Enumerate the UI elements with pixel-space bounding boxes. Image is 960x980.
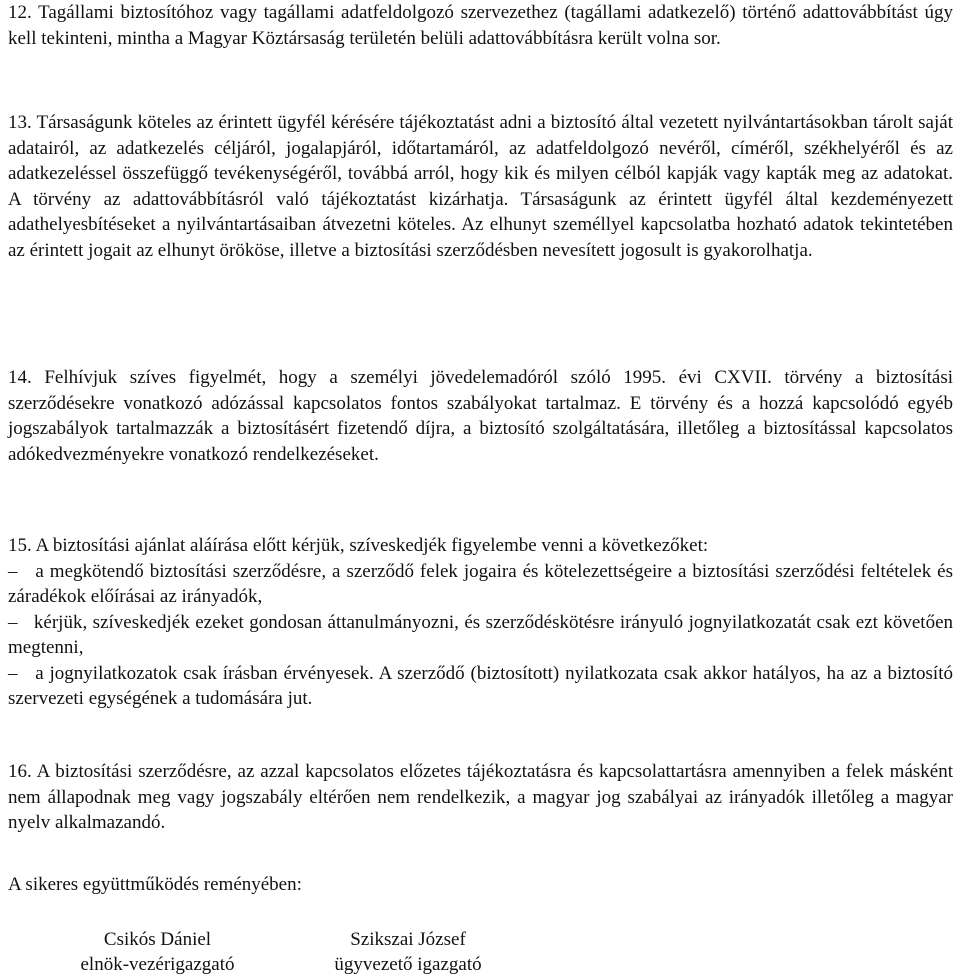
section-text: A biztosítási ajánlat aláírása előtt kérjük, szíveskedjék figyelembe venni a következőket: <box>35 535 709 556</box>
signatory-title: elnök-vezérigazgató <box>80 954 235 975</box>
list-item-text: kérjük, szíveskedjék ezeket gondosan áttanulmányozni, és szerződéskötésre irányuló jognyilatkozatát csak ezt követően megtenni, <box>8 611 953 658</box>
section-intro <box>8 533 953 559</box>
signatory-2 <box>298 927 518 977</box>
signatory-name: Csikós Dániel <box>103 929 212 950</box>
section-12 <box>8 0 953 51</box>
closing-line: A sikeres együttműködés reményében: <box>8 874 302 895</box>
section-16 <box>8 759 953 836</box>
section-number: 15. <box>8 535 32 556</box>
section-number: 14. <box>8 367 32 388</box>
signatory-1 <box>55 927 260 977</box>
section-14 <box>8 365 953 467</box>
signatory-title: ügyvezető igazgató <box>334 954 482 975</box>
section-text: Tagállami biztosítóhoz vagy tagállami adatfeldolgozó szervezethez (tagállami adatkezelő) történő adattovábbítást úgy kell tekinteni, mintha a Magyar Köztársaság területén belüli adattovábbításra került volna sor. <box>8 2 953 49</box>
list-item <box>8 610 953 661</box>
section-13 <box>8 110 953 263</box>
section-15 <box>8 533 953 712</box>
section-text: Társaságunk köteles az érintett ügyfél kérésére tájékoztatást adni a biztosító által vezetett nyilvántartásokban tárolt saját adatairól, az adatkezelés céljáról, jogalapjáról, időtartamáról, az adatfeldolgozó nevéről, címéről, székhelyéről és az adatkezeléssel összefüggő tevékenységéről, továbbá arról, hogy kik és milyen célból kapják vagy kapták meg az adatokat. A törvény az adattovábbításról való tájékoztatást kizárhatja. Társaságunk az érintett ügyfél által kezdeményezett adathelyesbítéseket a nyilvántartásaiban átvezetni köteles. Az elhunyt személlyel kapcsolatba hozható adatok tekintetében az érintett jogait az elhunyt örököse, illetve a biztosítási szerződésben nevesített jogosult is gyakorolhatja. <box>8 112 953 261</box>
list-item <box>8 559 953 610</box>
section-number: 13. <box>8 112 32 133</box>
section-text: Felhívjuk szíves figyelmét, hogy a személyi jövedelemadóról szóló 1995. évi CXVII. törvény a biztosítási szerződésekre vonatkozó adózással kapcsolatos fontos szabályokat tartalmaz. E törvény és a hozzá kapcsolódó egyéb jogszabályok tartalmazzák a biztosításért fizetendő díjra, a biztosító szolgáltatására, illetőleg a biztosítással kapcsolatos adókedvezményekre vonatkozó rendelkezéseket. <box>8 367 954 465</box>
list-item-text: a jognyilatkozatok csak írásban érvényesek. A szerződő (biztosított) nyilatkozata csak akkor hatályos, ha az a biztosító szervezeti egységének a tudomására jut. <box>8 662 953 709</box>
section-text: A biztosítási szerződésre, az azzal kapcsolatos előzetes tájékoztatásra és kapcsolattartásra amennyiben a felek másként nem állapodnak meg vagy jogszabály eltérően nem rendelkezik, a magyar jog szabályai az irányadók illetőleg a magyar nyelv alkalmazandó. <box>8 761 953 833</box>
list-item <box>8 661 953 712</box>
signatory-name: Szikszai József <box>350 929 466 950</box>
dash-marker: – <box>8 662 18 684</box>
section-number: 12. <box>8 2 32 23</box>
dash-marker: – <box>8 611 18 633</box>
section-number: 16. <box>8 761 32 782</box>
dash-marker: – <box>8 560 18 582</box>
list-item-text: a megkötendő biztosítási szerződésre, a szerződő felek jogaira és kötelezettségeire a biztosítási szerződési feltételek és záradékok előírásai az irányadók, <box>8 560 953 607</box>
